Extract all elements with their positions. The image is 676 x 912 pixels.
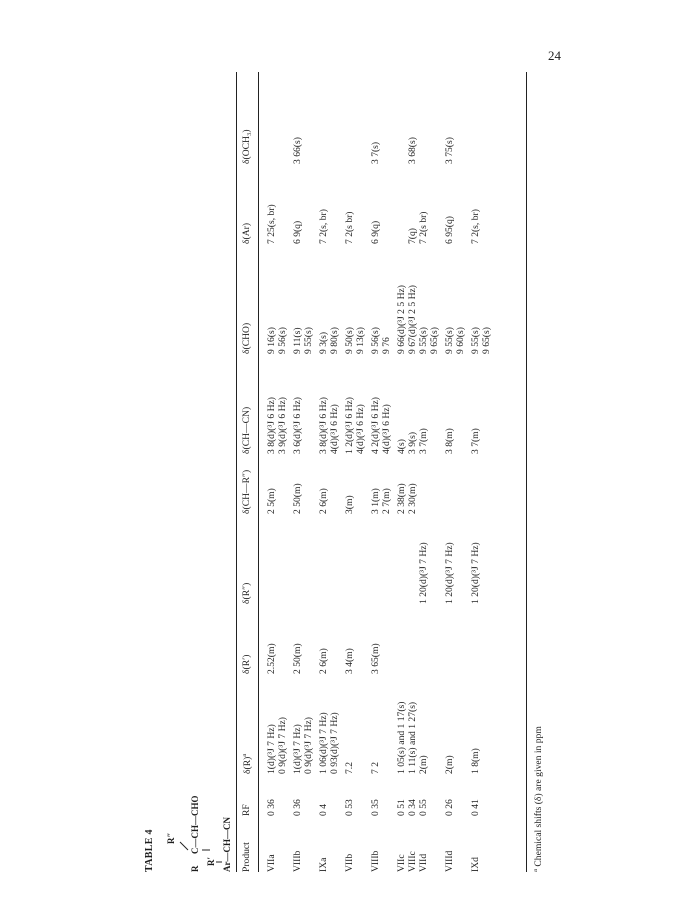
cell-ch-cn: 3 9(d)(³J 6 Hz) [277,397,288,454]
cell-r: 1 06(d)(³J 7 Hz) [318,712,329,774]
cell-cho: 9 56(s) [277,327,288,354]
cell-och3: 3 7(s) [370,141,381,164]
structure-r-prime: R′ [206,856,216,866]
cell-cho: 9 13(s) [355,327,366,354]
rotated-table-region [140,72,550,872]
cell-rpp: 1 20(d)(³J 7 Hz) [444,542,455,604]
cell-ar: 7 2(s, br) [318,209,329,244]
cell-ar: 7 2(s, br) [470,209,481,244]
cell-rp: 2.52(m) [266,643,277,674]
header-delta-r [241,754,253,774]
cell-r: 1(d)(³J 7 Hz) [292,724,303,774]
cell-rp: 2 50(m) [292,643,303,674]
cell-rp: 3 65(m) [370,643,381,674]
cell-ch-cn: 4 2(d)(³J 6 Hz) [370,397,381,454]
cell-product: IXa [318,857,329,872]
header-delta-ar: δ(Ar) [241,222,252,244]
cell-rf: 0 34 [407,799,418,816]
cell-ch-rpp: 2 7(m) [381,488,392,514]
cell-rf: 0 53 [344,799,355,816]
cell-r: 0 9(d)(³J 7 Hz) [277,717,288,774]
header-product: Product [241,842,252,872]
cell-cho: 9 66(d)(³J 2 5 Hz) [396,285,407,354]
cell-product: VIIb [344,853,355,872]
chemical-structure [160,795,236,872]
cell-rf: 0 4 [318,804,329,816]
cell-ch-cn: 1 2(d)(³J 6 Hz) [344,397,355,454]
structure-r: R [190,865,200,872]
cell-ch-rpp: 2 38(m) [396,483,407,514]
header-delta-r-sup: a [241,753,248,757]
header-delta-cho: δ(CHO) [241,322,252,354]
cell-ar: 6 9(q) [292,220,303,244]
cell-r: 7.2 [344,762,355,774]
cell-r: 1(d)(³J 7 Hz) [266,724,277,774]
cell-ch-cn: 4(d)(³J 6 Hz) [329,404,340,454]
cell-rf: 0 51 [396,799,407,816]
table-rule-header [258,72,259,872]
cell-product: VIIIb [370,850,381,872]
cell-ch-cn: 4(d)(³J 6 Hz) [355,404,366,454]
cell-ar: 7 2(s br) [344,211,355,244]
cell-ch-rpp: 2 6(m) [318,488,329,514]
cell-ch-cn: 4(d)(³J 6 Hz) [381,404,392,454]
cell-product: IXd [470,857,481,872]
footnote-marker: a [532,869,539,872]
cell-r: 0 93(d)(³J 7 Hz) [329,712,340,774]
cell-rf: 0 41 [470,799,481,816]
cell-ar: 7 2(s br) [418,211,429,244]
cell-rf: 0 55 [418,799,429,816]
cell-ch-cn: 3 8(d)(³J 6 Hz) [266,397,277,454]
table-title: TABLE 4 [144,829,155,872]
cell-ar: 7(q) [407,228,418,244]
cell-r: 1 11(s) and 1 27(s) [407,701,418,774]
cell-ch-cn: 4(s) [396,439,407,454]
header-delta-r-text: δ(R) [242,756,254,774]
cell-product: VIIc [396,854,407,872]
cell-cho: 9 55(s) [303,327,314,354]
header-rf: RF [241,804,252,816]
structure-r-double-prime: R″ [166,832,176,844]
cell-ch-rpp: 2 5(m) [266,488,277,514]
cell-rp: 2 6(m) [318,648,329,674]
cell-ch-cn: 3 8(d)(³J 6 Hz) [318,397,329,454]
cell-rf: 0 36 [266,799,277,816]
structure-ar-ch-cn: Ar—CH—CN [222,817,232,872]
cell-ar: 6 9(q) [370,220,381,244]
footnote-text: Chemical shifts (δ) are given in ppm [533,726,545,867]
cell-r: 2(m) [444,755,455,774]
cell-ch-cn: 3 7(m) [470,428,481,454]
cell-cho: 9 76 [381,337,392,354]
cell-r: 1 05(s) and 1 17(s) [396,701,407,774]
header-delta-och3: δ(OCH₃) [241,129,252,164]
cell-ar: 7 25(s, br) [266,204,277,244]
header-delta-ch-cn: δ(CH—CN) [241,406,252,454]
header-delta-r-prime: δ(R′) [241,654,252,674]
structure-c-ch-cho: C—CH—CHO [190,795,200,854]
cell-product: VIIIc [407,851,418,872]
table-rule-bottom [526,72,527,872]
cell-r: 1 8(m) [470,748,481,774]
cell-ch-rpp: 2 30(m) [407,483,418,514]
cell-rf: 0 35 [370,799,381,816]
cell-rf: 0 26 [444,799,455,816]
cell-och3: 3 75(s) [444,137,455,164]
cell-product: VIId [418,853,429,872]
header-delta-ch-r: δ(CH—R″) [241,469,252,514]
page-number: 24 [548,48,561,63]
cell-cho: 9 3(s) [318,331,329,354]
cell-ch-rpp: 3(m) [344,495,355,514]
cell-cho: 9 60(s) [455,327,466,354]
cell-cho: 9 65(s) [481,327,492,354]
cell-ch-cn: 3 6(d)(³J 6 Hz) [292,397,303,454]
table-footnote [532,726,544,872]
cell-cho: 9 50(s) [344,327,355,354]
cell-ch-cn: 3 8(m) [444,428,455,454]
cell-cho: 9 80(s) [329,327,340,354]
cell-cho: 9 65(s) [429,327,440,354]
cell-rp: 3 4(m) [344,648,355,674]
cell-cho: 9 55(s) [444,327,455,354]
header-delta-r-double-prime: δ(R″) [241,582,252,604]
cell-rpp: 1 20(d)(³J 7 Hz) [418,542,429,604]
cell-ch-cn: 3 9(s) [407,431,418,454]
cell-och3: 3 66(s) [292,137,303,164]
cell-r: 2(m) [418,755,429,774]
cell-product: VIIId [444,850,455,872]
cell-ch-rpp: 2 50(m) [292,483,303,514]
cell-ch-rpp: 3 1(m) [370,488,381,514]
cell-r: 7 2 [370,762,381,774]
cell-cho: 9 67(d)(³J 2 5 Hz) [407,285,418,354]
cell-product: VIIIb [292,850,303,872]
cell-ch-cn: 3 7(m) [418,428,429,454]
table-rule-top [236,72,237,872]
cell-product: VIIa [266,854,277,872]
cell-rpp: 1 20(d)(³J 7 Hz) [470,542,481,604]
cell-ar: 6 95(q) [444,216,455,244]
cell-cho: 9 55(s) [418,327,429,354]
cell-rf: 0 36 [292,799,303,816]
table-4 [140,72,550,872]
cell-och3: 3 68(s) [407,137,418,164]
cell-cho: 9 16(s) [266,327,277,354]
cell-cho: 9 11(s) [292,327,303,354]
cell-cho: 9 55(s) [470,327,481,354]
cell-r: 0 9(d)(³J 7 Hz) [303,717,314,774]
cell-cho: 9 56(s) [370,327,381,354]
